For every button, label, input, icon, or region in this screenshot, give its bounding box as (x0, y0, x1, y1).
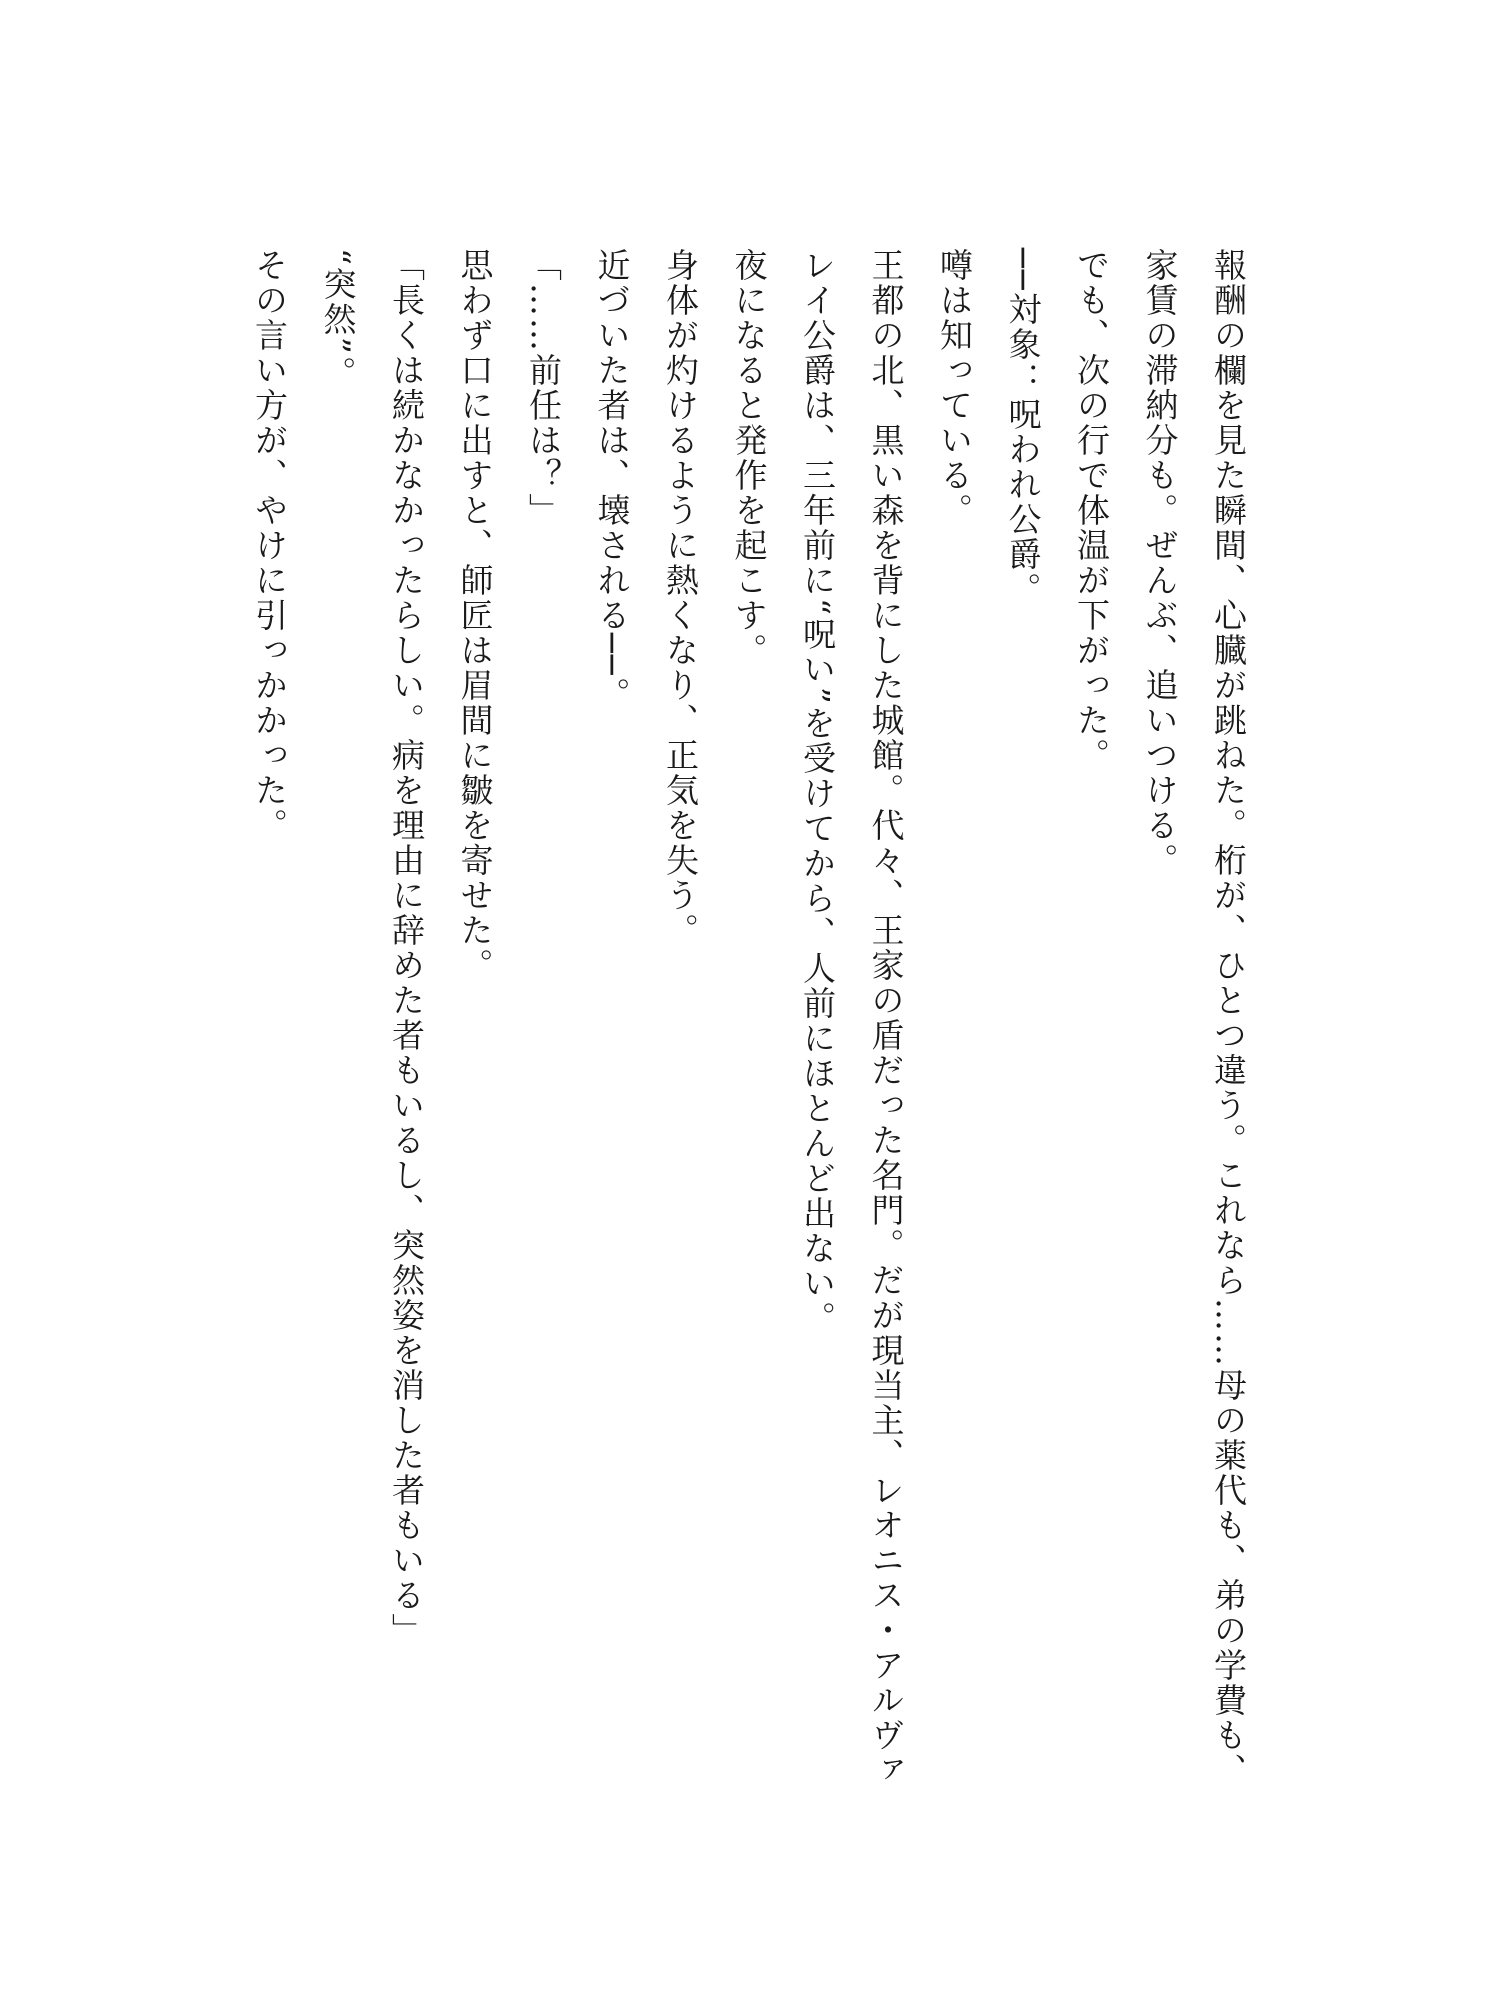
text-line: 夜になると発作を起こす。 (729, 248, 769, 668)
text-line: 報酬の欄を見た瞬間、心臓が跳ねた。桁が、ひとつ違う。これなら……母の薬代も、弟の学費も、家賃の滞納分も。ぜんぶ、追いつける。 (1140, 248, 1248, 1788)
text-line: 噂は知っている。 (935, 248, 974, 528)
text-line: 身体が灼けるように熱くなり、正気を失う。 (661, 248, 700, 948)
vertical-text-body (235, 248, 1263, 1798)
text-line: でも、次の行で体温が下がった。 (1072, 248, 1111, 773)
text-line: 「長くは続かなかったらしい。病を理由に辞めた者もいるし、突然姿を消した者もいる」 (387, 248, 426, 1648)
text-line: ──対象：呪われ公爵。 (1003, 248, 1043, 607)
text-line: その言い方が、やけに引っかかった。 (250, 248, 289, 843)
text-line: 思わず口に出すと、師匠は眉間に皺を寄せた。 (455, 248, 495, 983)
text-line: 王都の北、黒い森を背にした城館。代々、王家の盾だった名門。だが現当主、レオニス・アルヴァレイ公爵は、三年前に“呪い”を受けてから、人前にほとんど出ない。 (798, 248, 906, 1788)
text-line: 「……前任は？」 (524, 248, 563, 528)
text-line: “突然”。 (318, 248, 358, 391)
text-line: 近づいた者は、壊される──。 (592, 248, 632, 712)
